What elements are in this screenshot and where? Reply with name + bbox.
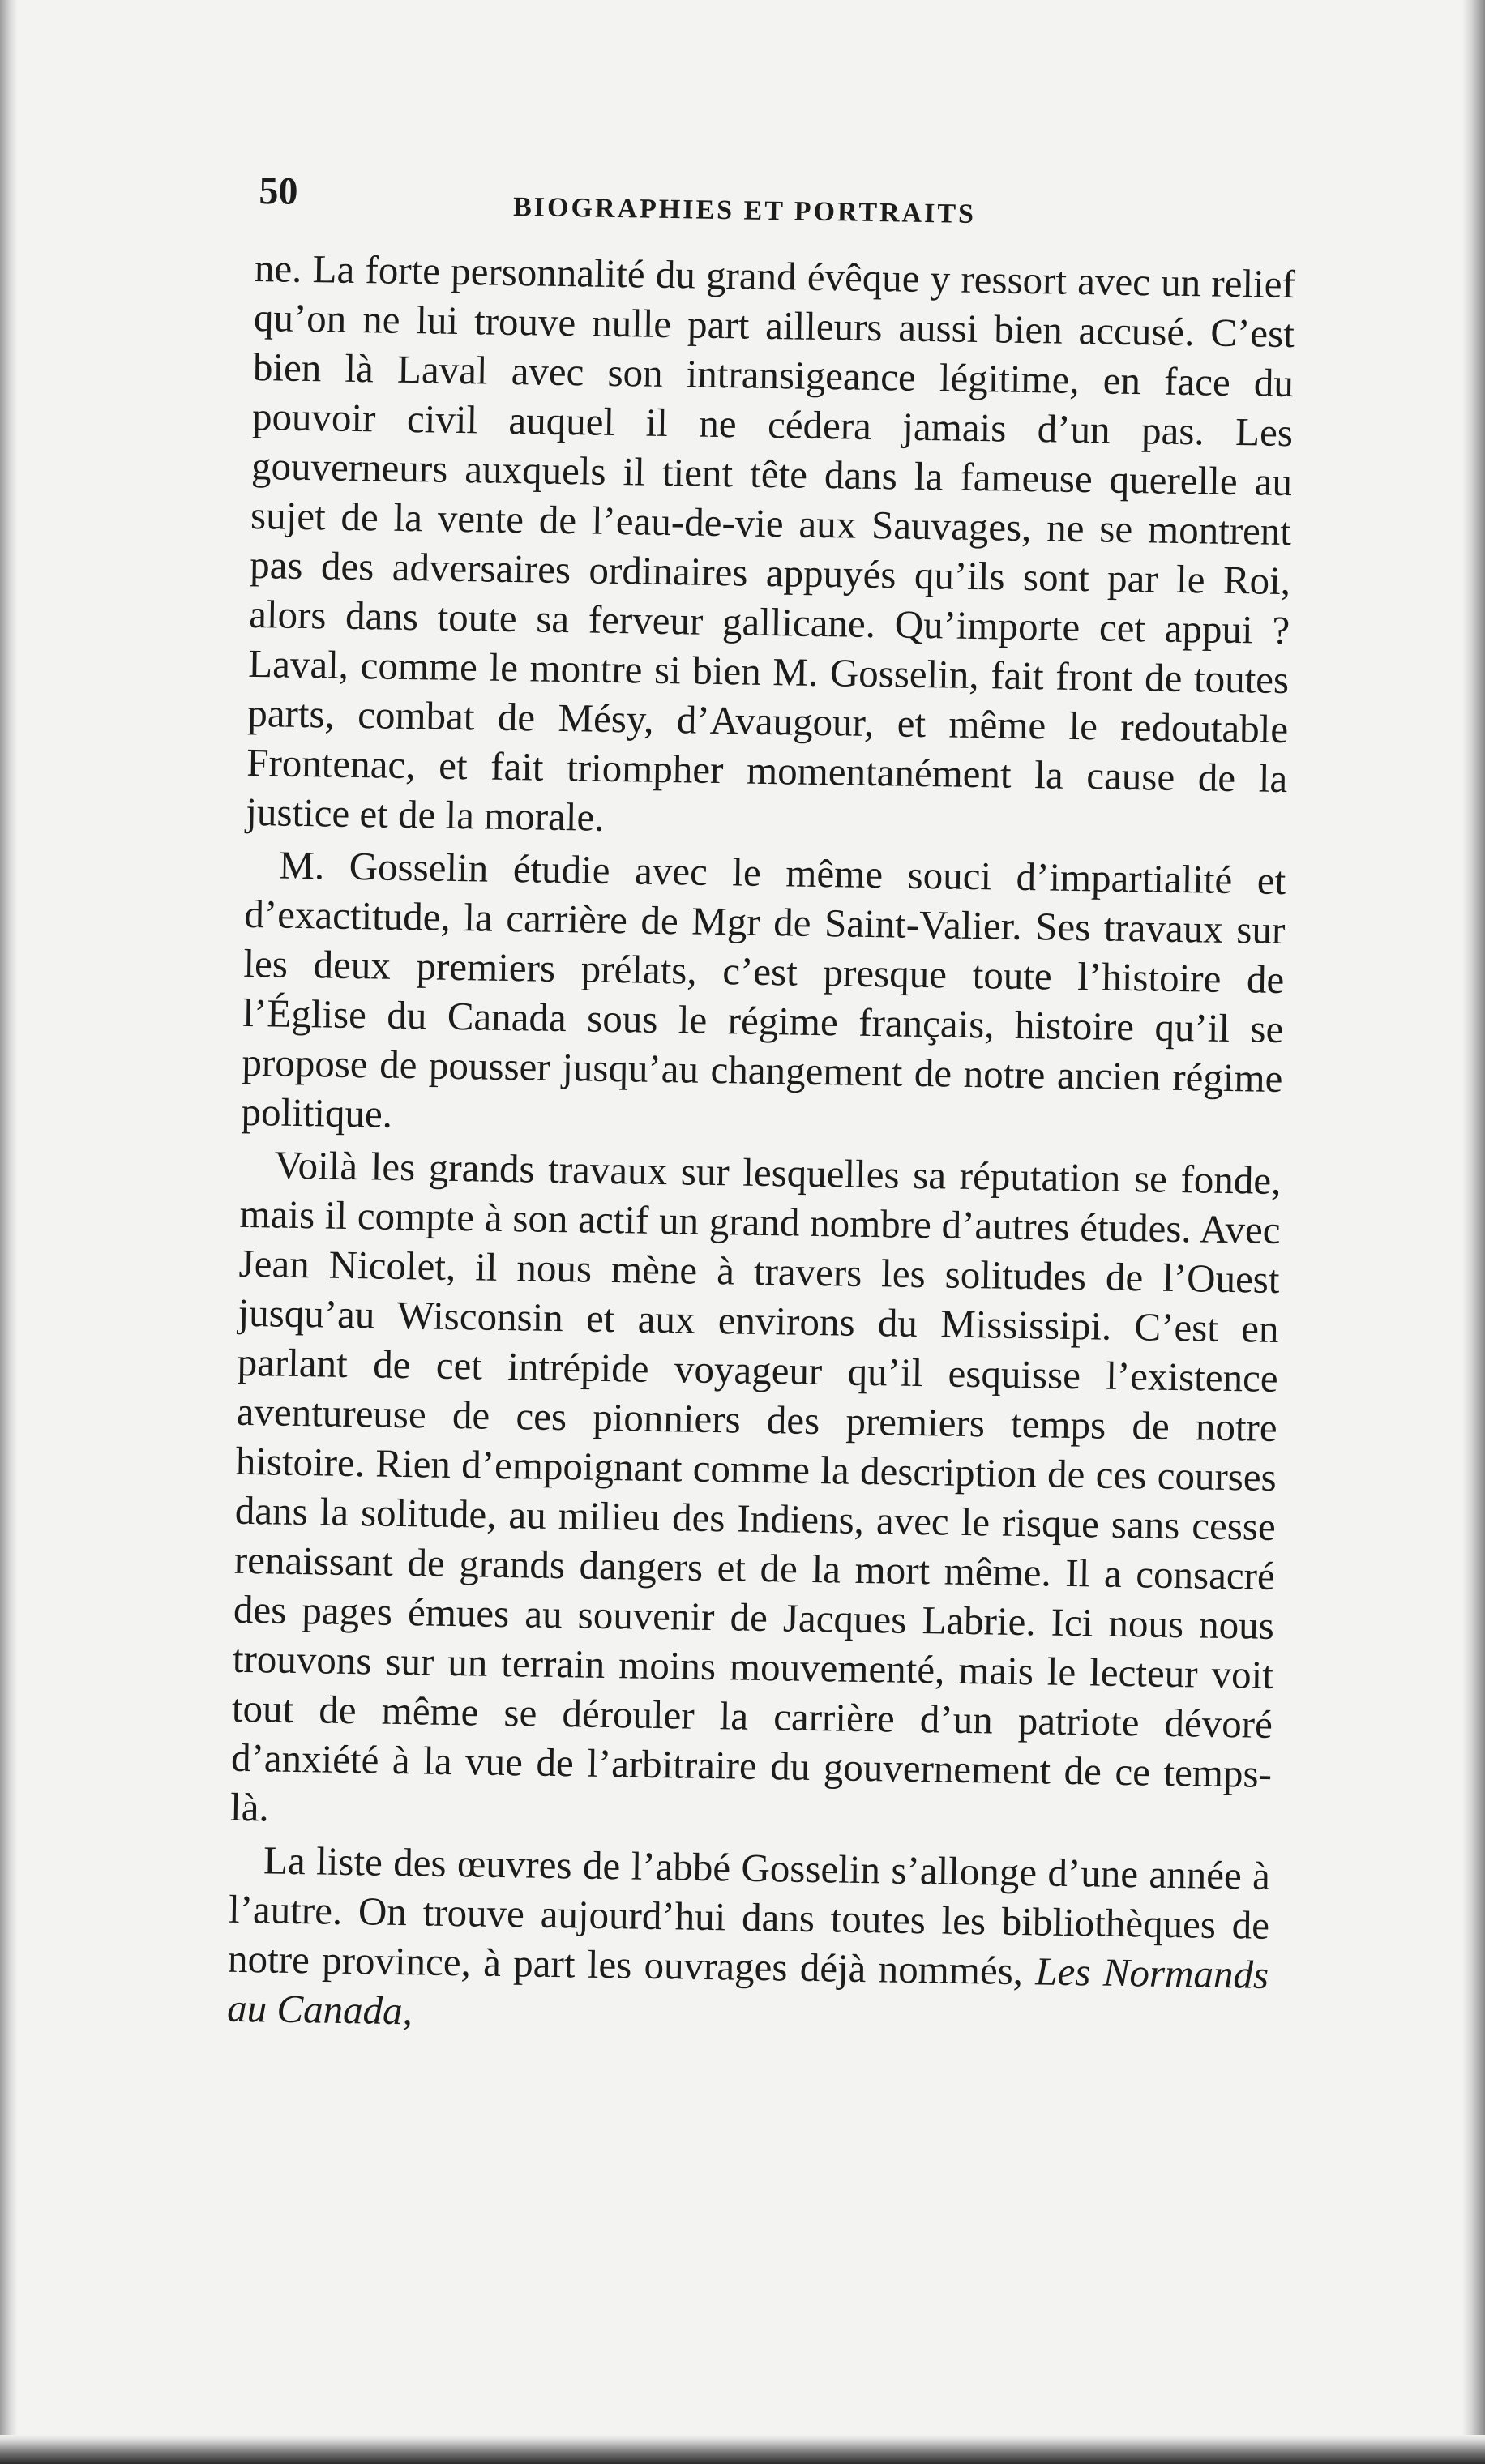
scan-border-bottom bbox=[0, 2435, 1485, 2464]
paragraph-works-list bbox=[227, 1835, 1271, 2049]
paragraph-other-studies: Voilà les grands travaux sur lesquelles sa réputation se fonde, mais il compte à son actif un grand nombre d’autres études. Avec Jean Nicolet, il nous mène à travers les solitudes de l’Ouest jusqu’au Wisconsin et aux environs du Mississipi. C’est en parlant de cet intrépide voyageur qu’il esquisse l’existence aventureuse de ces pionniers des premiers temps de notre histoire. Rien d’empoignant comme la description de ces courses dans la solitude, au milieu des Indiens, avec le risque sans cesse renaissant de grands dangers et de la mort même. Il a consacré des pages émues au souvenir de Jacques Labrie. Ici nous nous trouvons sur un terrain moins mouvementé, mais le lecteur voit tout de même se dérouler la carrière d’un patriote dévoré d’anxiété à la vue de l’arbitraire du gouvernement de ce temps-là. bbox=[229, 1142, 1282, 1830]
paragraph-saint-valier: M. Gosselin étudie avec le même souci d’impartialité et d’exactitude, la carrière de Mgr de Saint-Valier. Ses travaux sur les deux premiers prélats, c’est presque toute l’histoire de l’Église du Canada sous le régime français, histoire qu’il se propose de pousser jusqu’au changement de notre ancien régime politique. bbox=[241, 842, 1286, 1136]
book-page bbox=[224, 162, 1297, 2253]
paragraph-continuation: ne. La forte personnalité du grand évêque y ressort avec un relief qu’on ne lui trouve nulle part ailleurs aussi bien accusé. C’est bien là Laval avec son intransigeance légitime, en face du pouvoir civil auquel il ne cédera jamais d’un pas. Les gouverneurs auxquels il tient tête dans la fameuse querelle au sujet de la vente de l’eau-de-vie aux Sauvages, ne se montrent pas des adversaires ordinaires appuyés qu’ils sont par le Roi, alors dans toute sa ferveur gallicane. Qu’importe cet appui ? Laval, comme le montre si bien M. Gosselin, fait front de toutes parts, combat de Mésy, d’Avaugour, et même le redoutable Frontenac, et fait triompher momentanément la cause de la justice et de la morale. bbox=[245, 245, 1296, 840]
works-list-text: La liste des œuvres de l’abbé Gosselin s’allonge d’une année à l’autre. On trouve aujourd’hui dans toutes les bibliothèques de notre province, à part les ouvrages déjà nommés, bbox=[227, 1837, 1271, 1994]
book-title-italic: Les Normands au Canada, bbox=[226, 1949, 1269, 2034]
scan-border-right bbox=[1462, 0, 1485, 2464]
running-head bbox=[255, 162, 1296, 259]
body-text bbox=[227, 243, 1296, 2049]
scan-border-left bbox=[0, 0, 18, 2464]
page-number: 50 bbox=[259, 169, 298, 213]
running-title: BIOGRAPHIES ET PORTRAITS bbox=[512, 191, 977, 229]
